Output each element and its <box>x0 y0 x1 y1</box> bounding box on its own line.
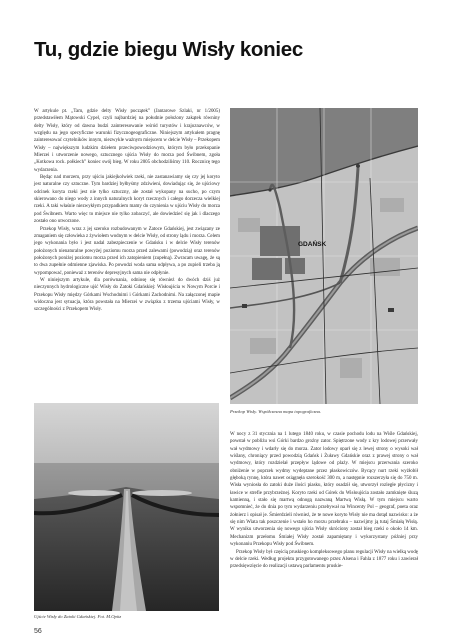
paragraph: W niniejszym artykule, dla porównania, odniosę się również do dwóch dziś już nieczynnych hydrologiczne ujść Wisły do Zatoki Gdańskiej: Wisłoujścia w Nowym Porcie i Przekopu Wisły między Górkami Wschodnimi i Górkami Zachodnimi. Na załączonej mapie widoczna jest sytuacja, która powstała na Mierzei w związku z trzema ujściami Wisły, w szczególności z Przekopem Wisły. <box>34 277 220 313</box>
photo-caption: Ujście Wisły do Zatoki Gdańskiej. Fot. M.Opitz <box>34 614 122 619</box>
paragraph: Będąc nad morzem, przy ujściu jakiejkolwiek rzeki, nie zastanawiamy się czy jej koryto jest naturalne czy sztuczne. Tym bardziej byłbyśmy zdziwieni, dowiadując się, że ujściowy odcinek koryta rzeki jest nie tylko sztuczny, ale został wykopany na sucho, po czym skierowano do niego wody z innych naturalnych koryt rzecznych i całego dorzecza wielkiej rzeki. A taki właśnie niezwykłym przypadkiem mamy do czynienia w ujściu Wisły do morza pod Świbnem. Warto więc to miejsce nie tylko zobaczyć, ale dowiedzieć się jak i dlaczego zostało ono utworzone. <box>34 175 220 225</box>
map-city-label: GDAŃSK <box>298 241 327 248</box>
topographic-map-image <box>230 108 418 404</box>
page-number: 56 <box>34 628 42 635</box>
article-title: Tu, gdzie biegu Wisły koniec <box>34 38 303 61</box>
right-text-column <box>230 431 418 571</box>
map-caption: Przekop Wisły. Współczesna mapa topograficzna. <box>230 409 322 414</box>
aerial-photo <box>34 403 219 611</box>
paragraph: W nocy z 31 stycznia na 1 lutego 1840 roku, w czasie pochodu lodu na Wiśle Gdańskiej, powstał w pobliżu wsi Górki bardzo groźny zator. Spiętrzone wody z kry lodowej przerwały wał wydmowy i wdarły się do morza. Zator lodowy oparł się z lewej strony o wysoki wał wiślany, chroniący przed powodzią Gdańsk i Żuławy Gdańskie oraz z prawej strony o wał wydmowy, który rozdzielał przepływ lądowe od plaży. W miejscu przerwania szeroko obniżenie w poprzek wydmy wydeptane przez płaskowiczów. Bycący nurt rzeki wyżłobił głęboką rynnę, która nawet osiągnęła szerokość 300 m, a następnie rozszerzyła się do 750 m. Wisła wyniosła do zatoki duże ilości piasku, który osadził się, utworzył rozległe płycizny i ławice w strefie przybrzeżnej. Koryto rzeki od Górek do Wisłoujścia zostało zamknięte śluzą kamienną, i stało się martwą odnogą nazwaną Martwą Wisłą. W tym miejscu warto wspomnieć, że do dnia po tym wydarzeniu przebywał na Wincenty Pol – geograf, poeta oraz żołnierz i opisał je. Śmierdzieli również, że te nowe koryto Wisły nie ma dotąd nazwisko: a że się nim Wiata tak poszczenie i wstało ho morzu przebraku – nazwijmy ją tutaj Śmiałą Wisłą. W wyniku utworzenia się nowego ujścia Wisły skróciony został bieg rzeki o około 14 km. Mechanizm przełomu Śmiałej Wisły został zapamiętany i wykorzystany później przy wykonaniu Przekopu Wisły pod Świbnem. <box>230 432 418 548</box>
paragraph: W artykule pt. „Tam, gdzie delty Wisły początek” (Jantarowe Szlaki, nr 1/2005) przedstawiłem Mątowski Cypel, czyli najbardziej na południe położony zakątek równiny delty Wisły, który od dawna budzi zainteresowanie wśród turystów i krajoznawców, w względu na jego specyficzne warunki fizycznogeograficzne. Niniejszym artykułem pragnę zainteresować czytelników innym, niezwykle ważnym miejscem w delcie Wisły – Przekopem Wisły – największym ludzkim dziełem przeciwpowodziowym, którym było przekopanie Mierzei i utworzenie nowego, sztucznego ujścia Wisły do morza pod Świbnem, zgoła „Kotkowa rock. połkiech” koniec swój bieg. W roku 2005 obchodziliśmy 110. Rocznicę tego wydarzenia. <box>34 109 220 173</box>
left-text-column <box>34 108 220 314</box>
paragraph: Przekop Wisły był częścią pruskiego kompleksowego planu regulacji Wisły na wielką wodę w delcie rzeki. Według projektu przygotowanego przez Alsena i Fahla z 1877 roku i zawierał przedsięwzięcie do realizacji ustawą parlamentu pruskie- <box>230 549 418 570</box>
paragraph: Przekop Wisły, wraz z jej szeroko rozbudowanym w Zatoce Gdańskiej, jest związany ze zmaganiem się człowieka z żywiołem wodnym w delcie Wisły, od strony lądu i morza. Celem jego wykonania było i jest nadal zabezpieczenie w Gdańsku i w delcie Wisły terenów położonych nienaturalne powyżej poziomu morza przed zalewami (powodzią) oraz terenów położonych poniżej poziomu morza przed ich zatopieniem (zupełną). Zwracam uwagę, że są to dwa zupełnie odmienne zjawiska. Po powodzi woda sama odpływa, a po zupieli trzeba ją wypompować, ponieważ z terenów depresyjnych sama nie odpłynie. <box>34 226 220 276</box>
